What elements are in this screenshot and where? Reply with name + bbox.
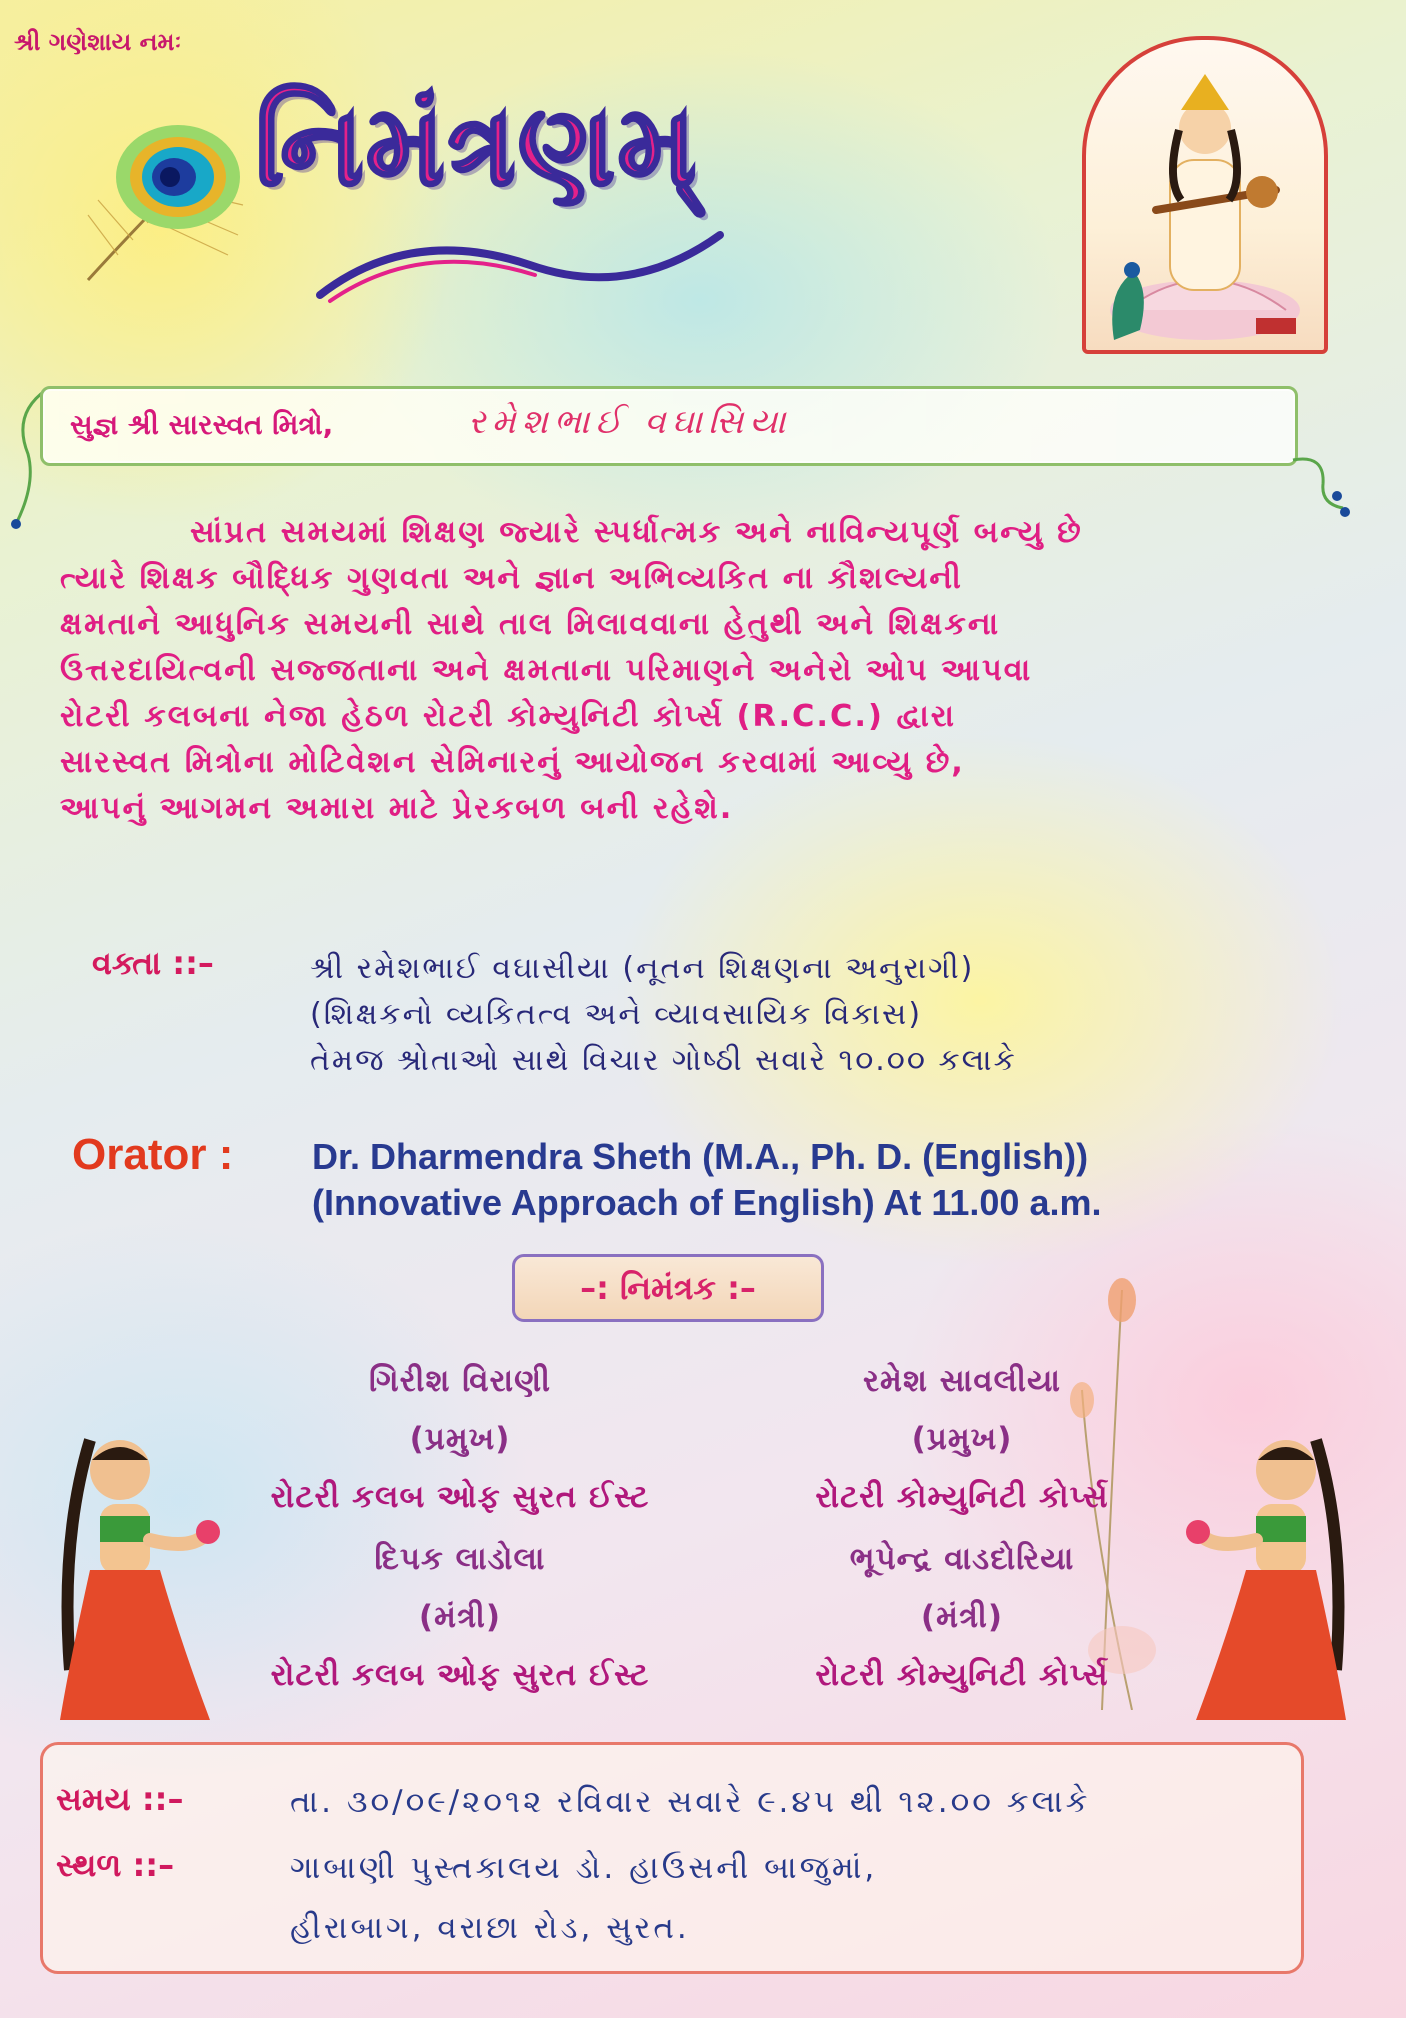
paragraph-line: રોટરી કલબના નેજા હેઠળ રોટરી કોમ્યુનિટી કોર્પ્સ (R.C.C.) દ્વારા <box>60 699 957 734</box>
speaker-details <box>310 946 1017 1084</box>
inviter-role: (મંત્રી) <box>418 1599 502 1635</box>
inviter-role: (મંત્રી) <box>920 1599 1004 1635</box>
speaker-line: (શિક્ષકનો વ્યકિતત્વ અને વ્યાવસાયિક વિકાસ) <box>310 997 923 1032</box>
paragraph-line: સારસ્વત મિત્રોના મોટિવેશન સેમિનારનું આયોજન કરવામાં આવ્યુ છે, <box>60 745 965 780</box>
inviter-role: (પ્રમુખ) <box>911 1421 1013 1457</box>
inviter-name: રમેશ સાવલીયા <box>863 1363 1061 1399</box>
paragraph-line: આપનું આગમન અમારા માટે પ્રેરકબળ બની રહેશે. <box>60 791 734 826</box>
paragraph-line: ત્યારે શિક્ષક બૌદ્ધિક ગુણવતા અને જ્ઞાન અભિવ્યકિત ના કૌશલ્યની <box>60 561 963 596</box>
blessing-text: શ્રી ગણેશાય નમઃ <box>14 28 182 56</box>
event-date-time: તા. ૩૦/૦૯/૨૦૧૨ રવિવાર સવારે ૯.૪૫ થી ૧૨.૦૦ કલાકે <box>290 1784 1091 1820</box>
inviter-block <box>180 1352 740 1526</box>
speaker-label: વક્તા ::– <box>92 944 214 982</box>
goddess-saraswati-image <box>1082 36 1328 354</box>
inviters-heading: –: નિમંત્રક :– <box>512 1254 824 1322</box>
page-title: નિમંત્રણમ્ <box>255 80 699 211</box>
scroll-ornament-right <box>1285 384 1355 534</box>
orator-details <box>312 1134 1102 1226</box>
event-venue <box>290 1838 877 1958</box>
inviter-org: રોટરી કોમ્યુનિટી કોર્પ્સ <box>815 1657 1109 1693</box>
inviter-block <box>180 1530 740 1704</box>
inviter-name: ભૂપેન્દ્ર વાડદોરિયા <box>849 1541 1075 1577</box>
inviter-role: (પ્રમુખ) <box>409 1421 511 1457</box>
invitation-paragraph <box>60 510 1290 832</box>
inviter-block <box>682 1530 1242 1704</box>
salutation-label: સુજ્ઞ શ્રી સારસ્વત મિત્રો, <box>70 408 334 441</box>
paragraph-line: ઉત્તરદાયિત્વની સજ્જતાના અને ક્ષમતાના પરિમાણને અનેરો ઓપ આપવા <box>60 653 1033 688</box>
paragraph-line: ક્ષમતાને આધુનિક સમયની સાથે તાલ મિલાવવાના હેતુથી અને શિક્ષકના <box>60 607 1001 642</box>
orator-line: Dr. Dharmendra Sheth (M.A., Ph. D. (English)) <box>312 1136 1089 1177</box>
time-label: સમય ::– <box>56 1780 184 1818</box>
peacock-feather-icon <box>78 105 248 285</box>
inviter-block <box>682 1352 1242 1526</box>
title-swash-ornament <box>310 205 730 315</box>
inviter-name: દિપક લાડોલા <box>374 1541 546 1577</box>
handwritten-guest-name: રમેશભાઈ વઘાસિયા <box>468 402 792 442</box>
orator-label: Orator : <box>72 1130 234 1179</box>
inviter-org: રોટરી કલબ ઓફ સુરત ઈસ્ટ <box>270 1657 650 1693</box>
paragraph-line: સાંપ્રત સમયમાં શિક્ષણ જ્યારે સ્પર્ધાત્મક અને નાવિન્યપૂર્ણ બન્યુ છે <box>190 515 1083 550</box>
maiden-with-offering-left-image <box>30 1420 230 1730</box>
inviter-name: ગિરીશ વિરાણી <box>368 1363 552 1399</box>
maiden-with-offering-right-image <box>1176 1420 1376 1730</box>
venue-line: ગાબાણી પુસ્તકાલય ડો. હાઉસની બાજુમાં, <box>290 1850 878 1886</box>
inviter-org: રોટરી કોમ્યુનિટી કોર્પ્સ <box>815 1479 1109 1515</box>
speaker-line: તેમજ શ્રોતાઓ સાથે વિચાર ગોષ્ઠી સવારે ૧૦.૦૦ કલાકે <box>310 1043 1017 1078</box>
speaker-line: શ્રી રમેશભાઈ વઘાસીયા (નૂતન શિક્ષણના અનુરાગી) <box>310 951 975 986</box>
venue-line: હીરાબાગ, વરાછા રોડ, સુરત. <box>290 1910 690 1946</box>
inviter-org: રોટરી કલબ ઓફ સુરત ઈસ્ટ <box>270 1479 650 1515</box>
place-label: સ્થળ ::– <box>56 1846 175 1884</box>
orator-line: (Innovative Approach of English) At 11.00 a.m. <box>312 1182 1102 1223</box>
